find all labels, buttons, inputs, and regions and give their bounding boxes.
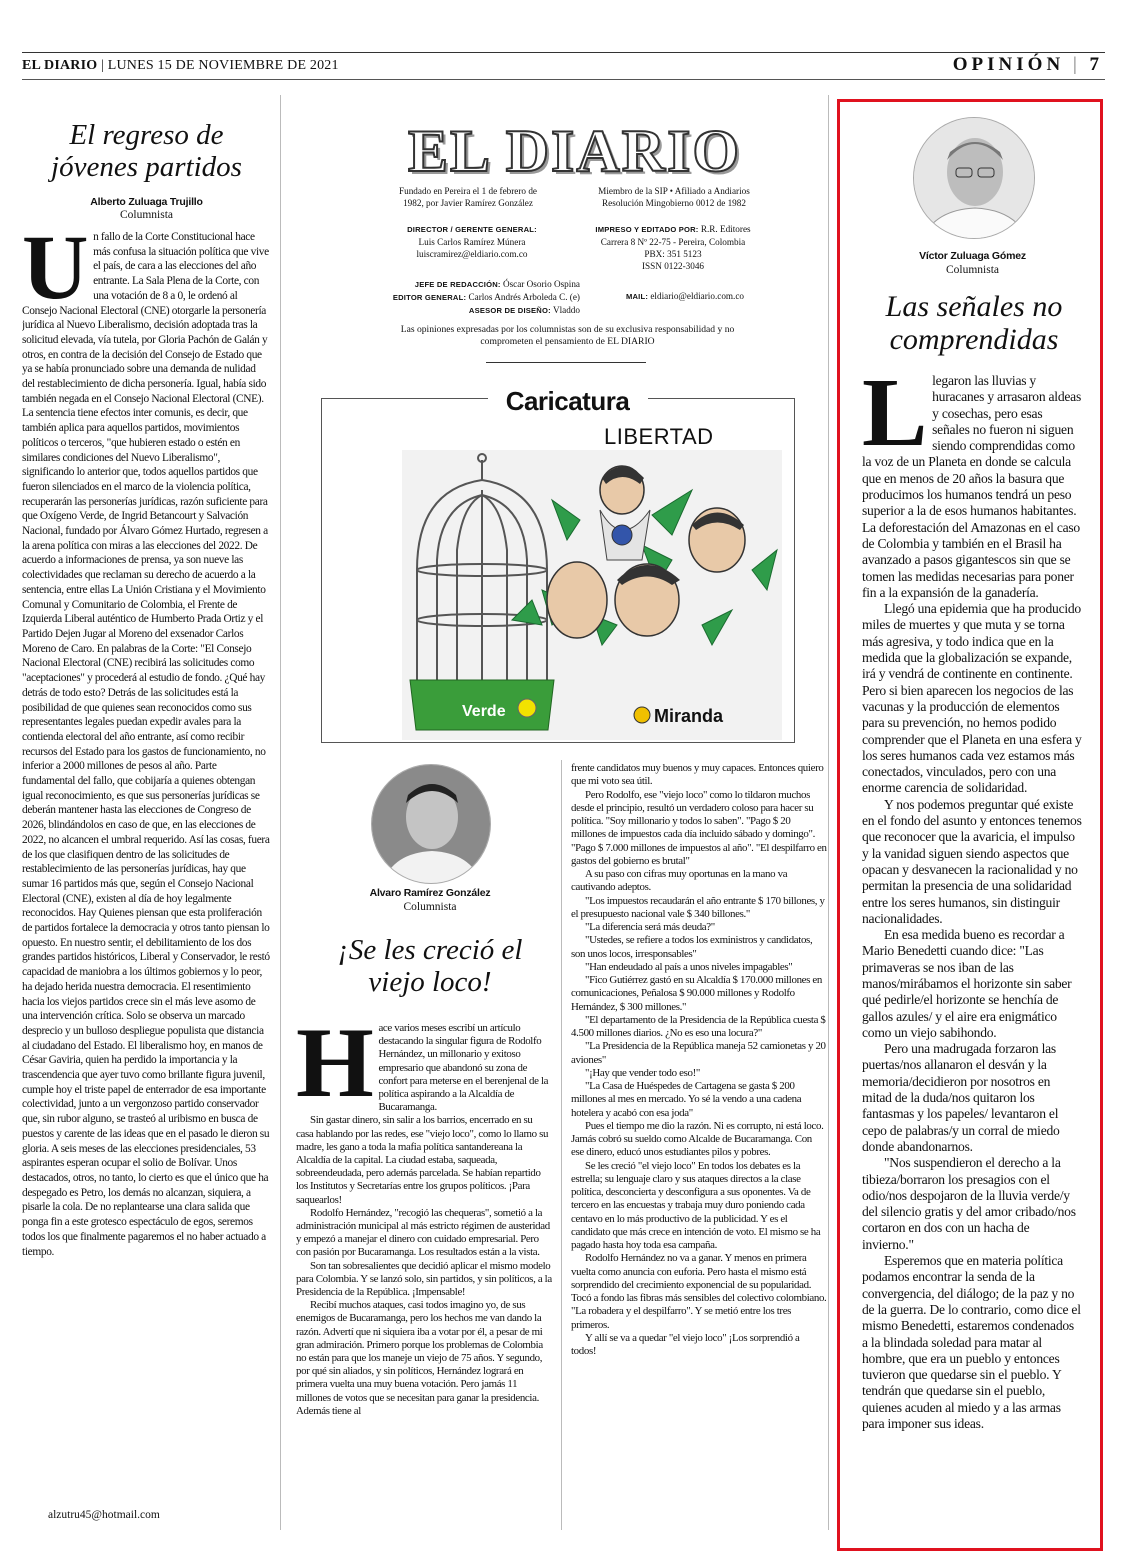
article3-paragraph: En esa medida bueno es recordar a Mario Benedetti cuando dice: "Las primaveras se nos iban de las manos/mirábamos el horizonte sin saber qué pedirle/el horizonte se henchía de gallos azules/ y el aire era enigmático como un viejo sabihondo. bbox=[862, 927, 1072, 1040]
printer-value: R.R. Editores bbox=[700, 224, 751, 234]
article3-dropcap: L bbox=[862, 373, 928, 467]
printer-label: IMPRESO Y EDITADO POR: bbox=[595, 225, 699, 234]
article2-paragraph: A su paso con cifras muy oportunas en la mano va cautivando adeptos. bbox=[571, 868, 788, 894]
article1-author: Alberto Zuluaga Trujillo bbox=[90, 196, 203, 208]
article1-dropcap: U bbox=[22, 230, 89, 318]
article3-author: Víctor Zuluaga Gómez bbox=[919, 250, 1026, 262]
article2-title: ¡Se les creció el viejo loco! bbox=[337, 934, 523, 998]
article3-paragraph: Y nos podemos preguntar qué existe en el fondo del asunto y entonces tenemos que reconocer que la avaricia, el impulso y la vanidad siguen siendo aspectos que opacan y desvanecen la racionalidad y no permitan la presencia de una solidaridad entre los seres humanos, sin distinguir nacionalidades. bbox=[862, 796, 1082, 926]
masthead-logo: EL DIARIO bbox=[408, 118, 742, 184]
mail-label: MAIL: bbox=[625, 292, 649, 301]
divider bbox=[486, 362, 646, 363]
article3-paragraph: legaron las lluvias y huracanes y arrasaron aldeas y cosechas, pero esas señales no fueron ni siguen siendo comprendidas como la voz de un Planeta en donde se calcula que en menos de 20 años la basura que producimos los humanos tendrá un peso superior a la de esos humanos habitantes. La deforestación del Amazonas en el caso de Colombia y también en el Brasil ha avanzado a pasos gigantescos sin que se tomen las medidas necesarias para poner fin a la expansión de la ganadería. bbox=[862, 373, 1081, 600]
cartoon-heading: Caricatura bbox=[505, 386, 630, 416]
article1-role: Columnista bbox=[119, 209, 174, 221]
masthead-address: Carrera 8 Nº 22-75 - Pereira, Colombia bbox=[600, 237, 746, 247]
article2-paragraph: Pero Rodolfo, ese "viejo loco" como lo tildaron muchos desde el principio, resultó un verdadero coloso para hacer su política. "Soy millonario y todos lo saben". "Pago $ 20 millones de impuestos cada día incluido sábado y domingo". "Pago $ 7.000 millones de impuestos al año". "El despilfarro en gastos del gobierno es brutal" bbox=[571, 788, 827, 867]
article3-author-photo bbox=[913, 117, 1035, 239]
paper-name: EL DIARIO bbox=[22, 58, 98, 73]
article2-paragraph: "El departamento de la Presidencia de la República cuesta $ 4.500 millones diarios. ¿No es eso una locura?" bbox=[571, 1013, 826, 1039]
article3-title: Las señales no comprendidas bbox=[885, 290, 1063, 356]
article2-paragraph: Y allí se va a quedar "el viejo loco" ¡Los sorprendió a todos! bbox=[571, 1331, 800, 1357]
article3-paragraph: Pero una madrugada forzaron las puertas/nos allanaron el desván y la memoria/decidieron por nosotros en mitad de la duda/nos quitaron los fantasmas y los papeles/ levantaron el cepo de palabras/y un corral de miedo donde abandonarnos. bbox=[862, 1041, 1060, 1154]
article2-paragraph: "Ustedes, se refiere a todos los exministros y candidatos, son unos locos, irresponsables" bbox=[571, 934, 813, 960]
article1-paragraph: n fallo de la Corte Constitucional hace más confusa la situación política que vive el país, de cara a las elecciones del año entrante. La Sala Plena de la Corte, con una votación de 8 a 0, le ordenó al Consejo Nacional Electoral (CNE) otorgarle la personería jurídica al Nuevo Liberalismo, decisión adoptada tras la solicitud elevada, vía tutela, por Gloria Pachón de Galán y otros, en contra de la decisión del Consejo de Estado que ya se había pronunciado sobre una demanda de nulidad del restablecimiento de dicha personería. Igual, había sido también negada en el Consejo Nacional Electoral (CNE). La sentencia tiene efectos inter comunis, es decir, que también aplica para aquellos partidos, movimientos políticos o terceros, "que hubieren estado o estén en similares condiciones del Nuevo Liberalismo", significando lo anterior que, todos aquellos partidos que fueron silenciados en el marco de la violencia política, recuperarán las personerías jurídicas, razón suficiente para que Oxígeno Verde, de Ingrid Betancourt y Salvación Nacional, fundado por Álvaro Gómez Hurtado, regresen a la arena política con miras a las elecciones del 2022. De acuerdo a informaciones de prensa, ya son nueve las colectividades que reclaman su derecho de acuerdo a la sentencia, entre ellas La Unión Cristiana y el Movimiento Comunal y Comunitario de Colombia, el Frente de Izquierda Liberal auténtico de Humberto Prada Ortiz y el Partido Dejen Jugar al Moreno del exsenador Carlos Moreno de Caro. En palabras de la Corte: "El Consejo Nacional Electoral (CNE) recibirá las solicitudes como "aceptaciones" y procederá al estudio de fondo. ¿Qué hay detrás de todo esto? Detrás de las solicitudes está la posibilidad de que quienes sean reconocidos como sus representantes legales puedan expedir avales para la contienda electoral del año entrante, así como recibir recursos del Estado para los gastos de funcionamiento, no inferior a 2000 millones de pesos al año. Parte fundamental del fallo, que cobijaría a quienes obtengan igual reconocimiento, es que sus personerías jurídicas se deberán mantener hasta las elecciones de Congreso de 2026, blindándolos en caso de que, en las elecciones de 2022, no alcancen el umbral requerido. Así las cosas, fuera de los que clasifiquen dentro de las solicitudes de restablecimiento de las personerías jurídicas, hay que sumar 16 partidos más que, según el Consejo Nacional Electoral (CNE), existen al día de hoy legalmente reconocidos. Hay Quienes piensan que esta proliferación de partidos fortalece la democracia y otros tanto piensan lo opuesto. En nuestro sentir, el debilitamiento de los dos grandes partidos históricos, Liberal y Conservador, le restó capacidad de maniobra a los últimos gobiernos y lo peor, ha dejado herida nuestra democracia. El resentimiento hacia los viejos partidos crece sin el más leve asomo de una intervención crítica. Solo se observa un marcado desprecio y un bulloso despliegue populista que distancia al ciudadano del Estado. El liberalismo hoy, en manos de César Gaviria, quien ha perdido la importancia y la trascendencia que ayer tuvo como brillante figura juvenil, cumple hoy el triste papel de enterrador de esa importante colectividad, junto a un vergonzoso partido conservador que, sin rubor alguno, se trasteó al uribismo en busca de puestos y carente de las ideas que en el pasado le dieron su gloria. A seis meses de las elecciones presidenciales, 53 aspirantes esperan ocupar el solio de Bolívar. Unos destacados, otros, no tanto, lo cierto es que el único que ha despegado es Petro, los demás no alcanzan, siquiera, a pisarle la cola. De no replantearse una clara salida que ponga fin a este grotesco espectáculo de egos, seremos todos los que finalmente pagaremos el no haber actuado a tiempo. bbox=[22, 231, 270, 1258]
article2-paragraph: Se les creció "el viejo loco" En todos los debates es la estrella; su lenguaje claro y sus ataques directos a la clase política, desconcierta y desconfigura a sus oponentes. Va de tercero en las encuestas y trabaja muy duro poniendo cada centavo en lo más productivo de la publicidad. Y es el candidato que más crece en intención de voto. El mismo se ha pagado hasta hoy toda esa campaña. bbox=[571, 1159, 821, 1251]
masthead-mail bbox=[590, 290, 780, 303]
article2-paragraph: "Han endeudado al país a unos niveles impagables" bbox=[585, 960, 793, 973]
article2-paragraph: Rodolfo Hernández no va a ganar. Y menos en primera vuelta como anuncia con euforia. Pero hasta el mismo está sorprendido del crecimiento exponencial de su popularidad. Tocó a fondo las fibras más sensibles del colectivo colombiano. "La robadera y el despilfarro". Y se metió entre los tres primeros. bbox=[571, 1252, 827, 1331]
article2-dropcap: H bbox=[296, 1022, 374, 1118]
article2-col2 bbox=[571, 762, 827, 1522]
column-rule bbox=[280, 95, 281, 1530]
article3-paragraph: Esperemos que en materia política podamos encontrar la senda de la convergencia, del diálogo; de la paz y no de la guerra. De lo contrario, como dice el mismo Benedetti, estaremos condenados a la blindada soledad para matar al hombre, que era un pueblo y entonces tuvieron que quedarse sin el pueblo. Y tendrán que quedarse sin el pueblo, quienes acuden al miedo y a las armas para imponer sus ideas. bbox=[862, 1253, 1081, 1431]
article2-paragraph: "Los impuestos recaudarán el año entrante $ 170 billones, y el presupuesto nacional vale $ 340 billones." bbox=[571, 894, 825, 920]
header-date: LUNES 15 DE NOVIEMBRE DE 2021 bbox=[107, 58, 339, 73]
portrait-icon bbox=[372, 765, 491, 884]
director-name: Luis Carlos Ramírez Múnera bbox=[418, 237, 526, 247]
header-separator: | bbox=[1072, 54, 1090, 75]
article1-body bbox=[22, 230, 270, 1510]
cartoon-illustration bbox=[402, 450, 782, 740]
article2-paragraph: Son tan sobresalientes que decidió aplicar el mismo modelo para Colombia. Y se lanzó solo, sin partidos, y sin políticos, a la Presidencia de la República. ¡Impensable! bbox=[296, 1259, 552, 1299]
article3-paragraph: Llegó una epidemia que ha producido miles de muertes y que muta y se torna más agresiva, y todo indica que en la medida que la globalización se expande, irá y vendrá de continente en continente. Pero si bien aparecen los negocios de las vacunas y la producción de elementos para su prevención, no hemos podido comprender que el Planeta en una esfera y los seres humanos cada vez estamos más conectados, vinculados, pero con una enorme carencia de solidaridad. bbox=[862, 601, 1082, 796]
masthead-printer bbox=[578, 223, 768, 272]
section-name: OPINIÓN bbox=[952, 54, 1065, 75]
editor-label: EDITOR GENERAL: bbox=[392, 293, 467, 302]
article2-paragraph: Rodolfo Hernández, "recogió las chequeras", sometió a la administración municipal al más estricto régimen de austeridad y empezó a manejar el dinero con cuidado empresarial. Pero con pasión por Bucaramanga. Los resultados están a la vista. bbox=[296, 1206, 550, 1259]
article1-email[interactable]: alzutru45@hotmail.com bbox=[48, 1509, 160, 1521]
mail-value[interactable]: eldiario@eldiario.com.co bbox=[650, 291, 745, 301]
column-rule bbox=[561, 760, 562, 1530]
article2-author-photo bbox=[371, 764, 491, 884]
cage-label: Verde bbox=[462, 703, 506, 720]
jefe-name: Óscar Osorio Ospina bbox=[502, 279, 580, 289]
header-right bbox=[953, 54, 1103, 76]
article2-paragraph: Sin gastar dinero, sin salir a los barrios, encerrado en su casa hablando por las redes, ese "viejo loco", como lo llamo su madre, les gano a toda la mafia política santandereana la Alcaldía de la capital. La ciudad estaba, saqueada, sobreendeudada, pero además parcelada. Se habían repartido los Institutos y Secretarías entre los grupos políticos. ¡Para saquearlos! bbox=[296, 1114, 549, 1206]
cartoon-title: LIBERTAD bbox=[604, 424, 714, 449]
article2-paragraph: "La Presidencia de la República maneja 52 camionetas y 20 aviones" bbox=[571, 1040, 826, 1066]
article2-col1 bbox=[296, 1022, 552, 1520]
article2-paragraph: Recibí muchos ataques, casi todos imagino yo, de sus enemigos de Bucaramanga, pero los hechos me van dando la razón. Advertí que ni siquiera iba a votar por él, a pesar de mi gran admiración. Primero porque los problemas de Colombia no están para que los maneje un viejo de 75 años. Y segundo, por qué sin aliados, y sin políticos, Hernández logrará en primera vuelta una muy buena votación. Pero jamás 11 millones de votos que se necesitan para ganar la presidencia. Además tiene al bbox=[296, 1299, 543, 1417]
article2-paragraph: ace varios meses escribí un artículo destacando la singular figura de Rodolfo Hernández, un millonario y exitoso empresario que abandonó su zona de confort para meterse en el berenjenal de la política aspirando a la Alcaldía de Bucaramanga. bbox=[378, 1022, 549, 1114]
asesor-name: Vladdo bbox=[552, 305, 580, 315]
article2-paragraph: "La diferencia será más deuda?" bbox=[585, 921, 715, 933]
article2-role: Columnista bbox=[403, 901, 457, 913]
article2-paragraph: "Fico Gutiérrez gastó en su Alcaldía $ 170.000 millones en comunicaciones, Peñalosa $ 90.000 millones y Rodolfo Hernández, $ 300 millones." bbox=[571, 974, 822, 1013]
article3-body bbox=[862, 373, 1082, 1543]
jefe-label: JEFE DE REDACCIÓN: bbox=[414, 280, 501, 289]
page-number: 7 bbox=[1089, 54, 1103, 75]
masthead-disclaimer: Las opiniones expresadas por los columnistas son de su exclusiva responsabilidad y no comprometen el pensamiento de EL DIARIO bbox=[400, 324, 735, 347]
director-label: DIRECTOR / GERENTE GENERAL: bbox=[407, 225, 537, 234]
article2-paragraph: "¡Hay que vender todo eso!" bbox=[585, 1066, 700, 1079]
cartoon-signature: Miranda bbox=[654, 706, 724, 726]
portrait-icon bbox=[914, 118, 1035, 239]
masthead-member: Miembro de la SIP • Afiliado a Andiarios Resolución Mingobierno 0012 de 1982 bbox=[598, 186, 750, 208]
article2-paragraph: "La Casa de Huéspedes de Cartagena se gasta $ 200 millones al mes en mercado. Yo sé la vendo a una cadena hotelera y acabó con esa joda" bbox=[571, 1080, 802, 1119]
masthead-issn: ISSN 0122-3046 bbox=[641, 261, 705, 271]
director-email: luiscramirez@eldiario.com.co bbox=[416, 249, 528, 259]
masthead-founded: Fundado en Pereira el 1 de febrero de 1982, por Javier Ramírez González bbox=[398, 186, 537, 208]
article3-paragraph: "Nos suspendieron el derecho a la tibieza/borraron los presagios con el odio/nos despojaron de la lluvia verde/y del silencio gratis y del amor cribado/nos cortaron en dos con un hacha de invierno." bbox=[862, 1155, 1076, 1252]
asesor-label: ASESOR DE DISEÑO: bbox=[468, 306, 551, 315]
masthead-pbx: PBX: 351 5123 bbox=[644, 249, 702, 259]
article2-paragraph: frente candidatos muy buenos y muy capaces. Entonces quiero que mi voto sea útil. bbox=[571, 762, 824, 788]
masthead-staff bbox=[350, 278, 580, 317]
header-separator: | bbox=[101, 58, 108, 73]
header-left bbox=[22, 58, 339, 74]
masthead-director bbox=[372, 223, 572, 260]
editor-name: Carlos Andrés Arboleda C. (e) bbox=[468, 292, 580, 302]
article2-paragraph: Pues el tiempo me dio la razón. Ni es corrupto, ni está loco. Jamás cobró su sueldo como Alcalde de Bucaramanga. Con ese dinero, educó unos estudiantes pilos y pobres. bbox=[571, 1119, 824, 1159]
article2-author: Alvaro Ramírez González bbox=[369, 887, 491, 899]
article1-title: El regreso de jóvenes partidos bbox=[51, 119, 242, 183]
article3-role: Columnista bbox=[945, 264, 1000, 276]
column-rule bbox=[828, 95, 829, 1530]
